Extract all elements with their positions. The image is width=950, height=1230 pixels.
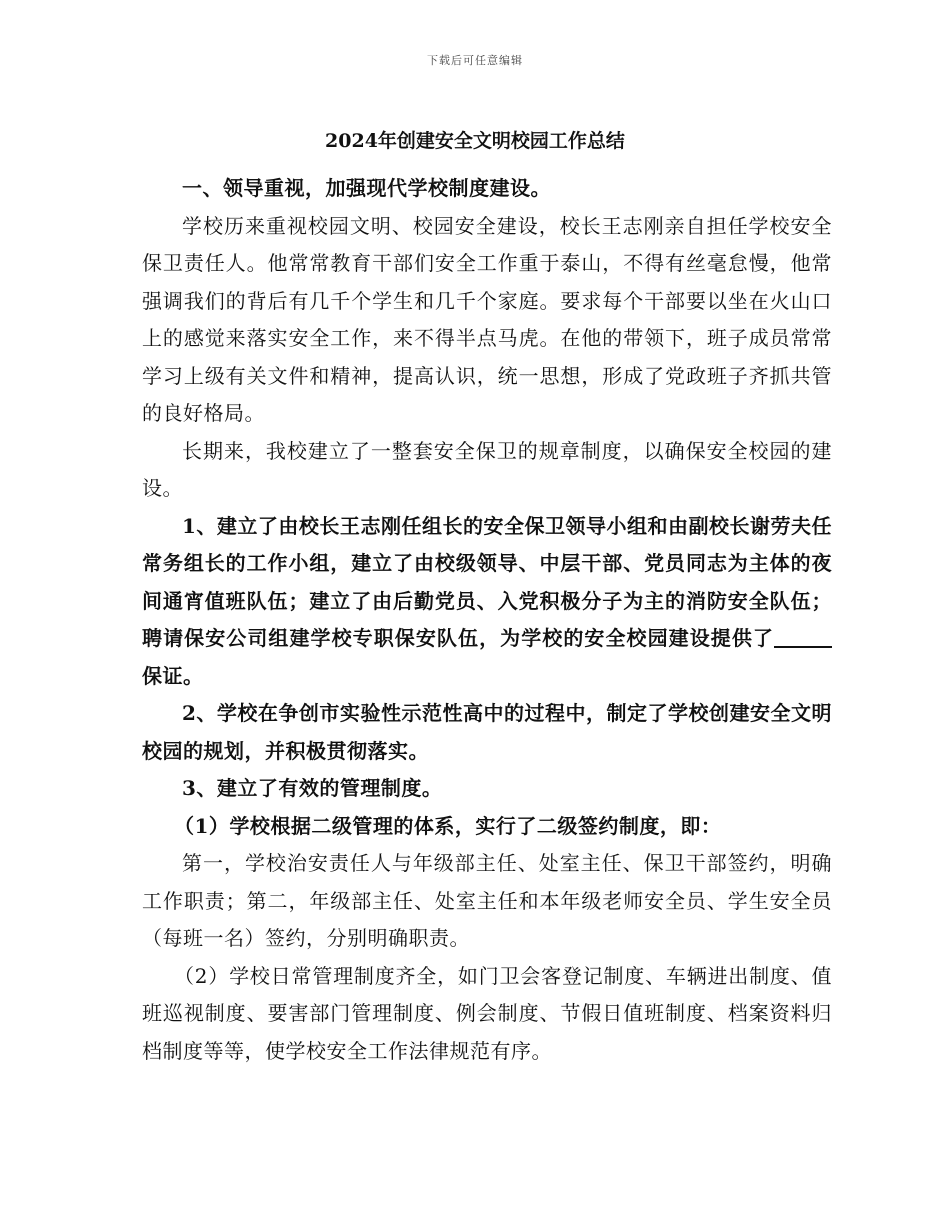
document-title: 2024年创建安全文明校园工作总结	[325, 130, 625, 152]
fill-blank	[774, 626, 832, 648]
header-note: 下载后可任意编辑	[427, 54, 523, 67]
document-body	[142, 170, 832, 1070]
paragraph-leadership: 学校历来重视校园文明、校园安全建设，校长王志刚亲自担任学校安全保卫责任人。他常常教育干部们安全工作重于泰山，不得有丝毫怠慢，他常强调我们的背后有几千个学生和几千个家庭。要求每个干部要以坐在火山口上的感觉来落实安全工作，来不得半点马虎。在他的带领下，班子成员常常学习上级有关文件和精神，提高认识，统一思想，形成了党政班子齐抓共管的良好格局。	[142, 213, 832, 425]
list-item-1	[142, 508, 832, 696]
paragraph-rules: 长期来，我校建立了一整套安全保卫的规章制度，以确保安全校园的建设。	[142, 438, 832, 500]
list-item-1-end: 保证。	[142, 663, 204, 688]
list-item-2: 2、学校在争创市实验性示范性高中的过程中，制定了学校创建安全文明校园的规划，并积极贯彻落实。	[142, 701, 832, 763]
list-item-1-text: 1、建立了由校长王志刚任组长的安全保卫领导小组和由副校长谢劳夫任常务组长的工作小组，建立了由校级领导、中层干部、党员同志为主体的夜间通宵值班队伍；建立了由后勤党员、入党积极分子为主的消防安全队伍；聘请保安公司组建学校专职保安队伍，为学校的安全校园建设提供了	[142, 513, 832, 650]
sub-item-2: （2）学校日常管理制度齐全，如门卫会客登记制度、车辆进出制度、值班巡视制度、要害部门管理制度、例会制度、节假日值班制度、档案资料归档制度等等，使学校安全工作法律规范有序。	[142, 963, 832, 1063]
list-item-3: 3、建立了有效的管理制度。	[182, 776, 443, 800]
paragraph-contracts: 第一，学校治安责任人与年级部主任、处室主任、保卫干部签约，明确工作职责；第二，年级部主任、处室主任和本年级老师安全员、学生安全员（每班一名）签约，分别明确职责。	[142, 851, 832, 950]
sub-item-1: （1）学校根据二级管理的体系，实行了二级签约制度，即：	[174, 813, 722, 838]
section-heading-1: 一、领导重视，加强现代学校制度建设。	[182, 176, 551, 200]
